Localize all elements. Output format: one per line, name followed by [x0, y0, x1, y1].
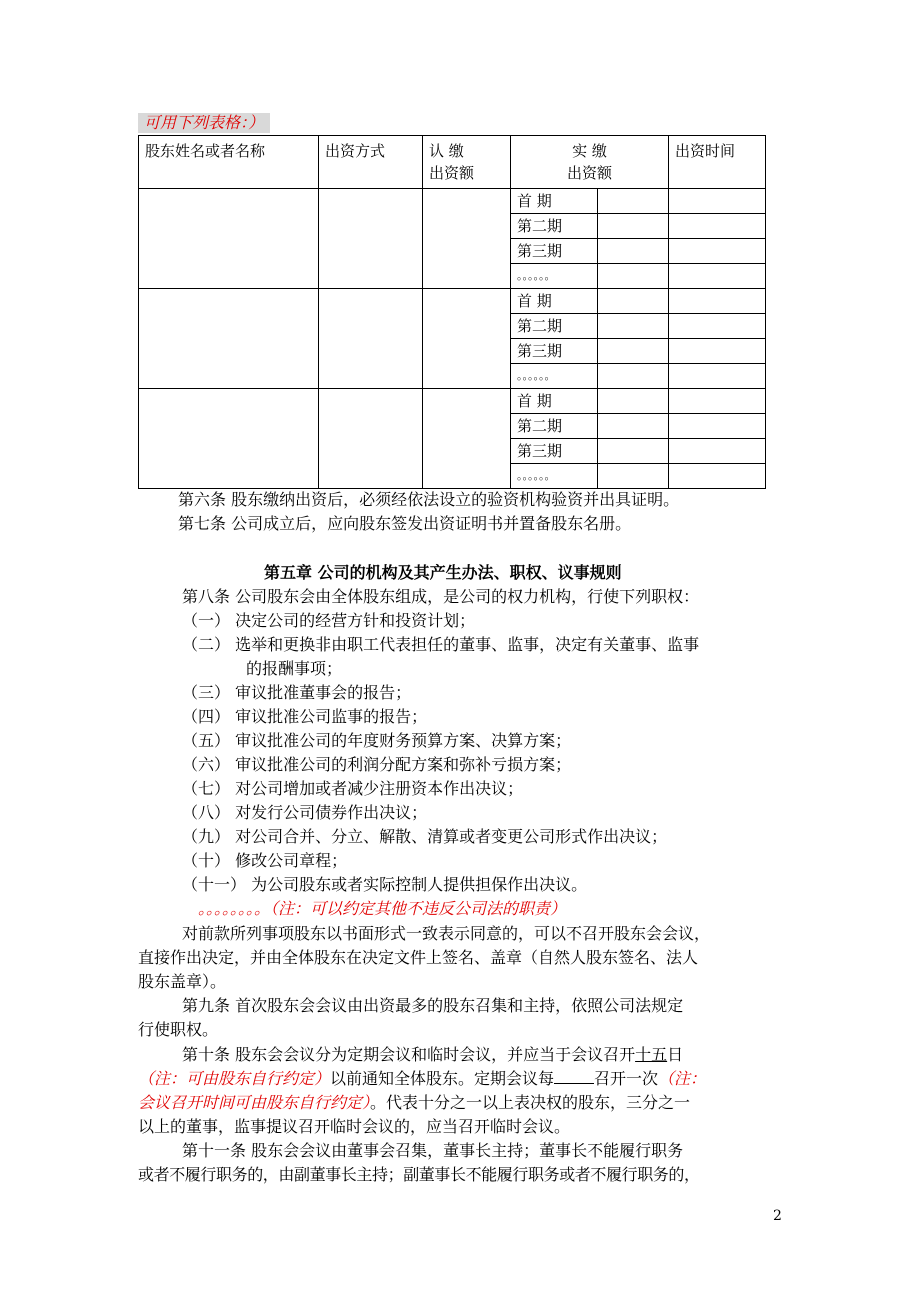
- article-10-cont-text-2: 召开一次: [594, 1069, 659, 1088]
- period-amount: [598, 439, 669, 464]
- article-8-item-4: （四） 审议批准公司监事的报告；: [182, 707, 428, 726]
- article-9-cont: 行使职权。: [138, 1020, 219, 1039]
- period-amount: [598, 189, 669, 214]
- period-amount: [598, 339, 669, 364]
- header-contribution-method: 出资方式: [319, 136, 423, 189]
- period-time: [669, 214, 766, 239]
- notice-days-value: 十五: [635, 1045, 668, 1064]
- article-10: [182, 1043, 683, 1067]
- shareholder-contribution-table: [138, 135, 766, 489]
- cell-subscribed-amount: [423, 189, 511, 289]
- period-amount: [598, 464, 669, 489]
- article-10-text: 第十条 股东会会议分为定期会议和临时会议，并应当于会议召开: [182, 1045, 636, 1064]
- cell-shareholder-name: [139, 389, 319, 489]
- period-time: [669, 189, 766, 214]
- period-amount: [598, 414, 669, 439]
- paragraph-written-consent: 对前款所列事项股东以书面形式一致表示同意的，可以不召开股东会会议，: [182, 924, 711, 943]
- period-amount: [598, 239, 669, 264]
- period-label: 第二期: [511, 214, 598, 239]
- article-8-item-7: （七） 对公司增加或者减少注册资本作出决议；: [182, 779, 524, 798]
- period-label: 首 期: [511, 389, 598, 414]
- period-amount: [598, 214, 669, 239]
- cell-shareholder-name: [139, 289, 319, 389]
- article-8-item-2-cont: 的报酬事项；: [246, 659, 343, 678]
- period-time: [669, 264, 766, 289]
- period-amount: [598, 289, 669, 314]
- period-time: [669, 464, 766, 489]
- article-8-item-9: （九） 对公司合并、分立、解散、清算或者变更公司形式作出决议；: [182, 827, 668, 846]
- period-time: [669, 339, 766, 364]
- article-9: 第九条 首次股东会会议由出资最多的股东召集和主持，依照公司法规定: [182, 996, 684, 1015]
- period-label: 第二期: [511, 314, 598, 339]
- article-8: 第八条 公司股东会由全体股东组成，是公司的权力机构，行使下列职权：: [182, 587, 700, 606]
- article-10-cont: [138, 1067, 706, 1091]
- table-usage-note: 可用下列表格：）: [138, 113, 270, 133]
- article-11: 第十一条 股东会会议由董事会召集，董事长主持；董事长不能履行职务: [182, 1141, 684, 1160]
- period-label: 首 期: [511, 189, 598, 214]
- header-subscribed-amount: 认 缴 出资额: [423, 136, 511, 189]
- article-7: 第七条 公司成立后，应向股东签发出资证明书并置备股东名册。: [178, 514, 632, 533]
- cell-subscribed-amount: [423, 389, 511, 489]
- page-number: 2: [773, 1208, 782, 1224]
- article-8-item-2: （二） 选举和更换非由职工代表担任的董事、监事，决定有关董事、监事: [182, 635, 700, 654]
- period-label: 第三期: [511, 439, 598, 464]
- header-paid-amount: 实 缴 出资额: [511, 136, 669, 189]
- cell-contribution-method: [319, 289, 423, 389]
- note-meeting-time: 会议召开时间可由股东自行约定）: [138, 1093, 371, 1112]
- period-time: [669, 389, 766, 414]
- article-10-cont-2: [138, 1091, 690, 1115]
- period-label: 。。。。。。: [511, 464, 598, 489]
- article-8-item-10: （十） 修改公司章程；: [182, 851, 348, 870]
- chapter-5-heading: 第五章 公司的机构及其产生办法、职权、议事规则: [264, 563, 622, 582]
- header-shareholder-name: 股东姓名或者名称: [139, 136, 319, 189]
- article-11-cont: 或者不履行职务的，由副董事长主持；副董事长不能履行职务或者不履行职务的，: [138, 1165, 700, 1184]
- note-meeting-time-start: （注：: [658, 1069, 707, 1088]
- period-time: [669, 314, 766, 339]
- note-self-agreed: （注：可由股东自行约定）: [138, 1069, 331, 1088]
- period-label: 第三期: [511, 339, 598, 364]
- period-time: [669, 239, 766, 264]
- paragraph-written-consent-end: 股东盖章）。: [138, 972, 227, 991]
- period-time: [669, 414, 766, 439]
- meeting-interval-blank: [554, 1069, 594, 1084]
- period-time: [669, 289, 766, 314]
- cell-shareholder-name: [139, 189, 319, 289]
- article-6: 第六条 股东缴纳出资后，必须经依法设立的验资机构验资并出具证明。: [178, 490, 680, 509]
- period-time: [669, 439, 766, 464]
- period-label: 首 期: [511, 289, 598, 314]
- paragraph-written-consent-cont: 直接作出决定，并由全体股东在决定文件上签名、盖章（自然人股东签名、法人: [138, 948, 699, 967]
- article-8-item-1: （一） 决定公司的经营方针和投资计划；: [182, 611, 476, 630]
- period-time: [669, 364, 766, 389]
- period-amount: [598, 264, 669, 289]
- period-amount: [598, 364, 669, 389]
- article-8-item-3: （三） 审议批准董事会的报告；: [182, 683, 412, 702]
- article-8-item-5: （五） 审议批准公司的年度财务预算方案、决算方案；: [182, 731, 572, 750]
- article-10-cont-text: 以前通知全体股东。定期会议每: [330, 1069, 555, 1088]
- period-label: 第三期: [511, 239, 598, 264]
- article-10-cont-3: 以上的董事，监事提议召开临时会议的，应当召开临时会议。: [138, 1117, 571, 1136]
- article-8-item-8: （八） 对发行公司债券作出决议；: [182, 803, 428, 822]
- note-other-duties: 。。。。。。。。（注：可以约定其他不违反公司法的职责）: [198, 899, 567, 918]
- article-8-item-6: （六） 审议批准公司的利润分配方案和弥补亏损方案；: [182, 755, 572, 774]
- cell-subscribed-amount: [423, 289, 511, 389]
- cell-contribution-method: [319, 389, 423, 489]
- period-label: 第二期: [511, 414, 598, 439]
- period-label: 。。。。。。: [511, 264, 598, 289]
- article-10-cont-2-text: 。代表十分之一以上表决权的股东，三分之一: [370, 1093, 691, 1112]
- article-8-item-11: （十一） 为公司股东或者实际控制人提供担保作出决议。: [182, 875, 588, 894]
- period-label: 。。。。。。: [511, 364, 598, 389]
- header-contribution-time: 出资时间: [669, 136, 766, 189]
- cell-contribution-method: [319, 189, 423, 289]
- period-amount: [598, 314, 669, 339]
- period-amount: [598, 389, 669, 414]
- article-10-text-end: 日: [667, 1045, 684, 1064]
